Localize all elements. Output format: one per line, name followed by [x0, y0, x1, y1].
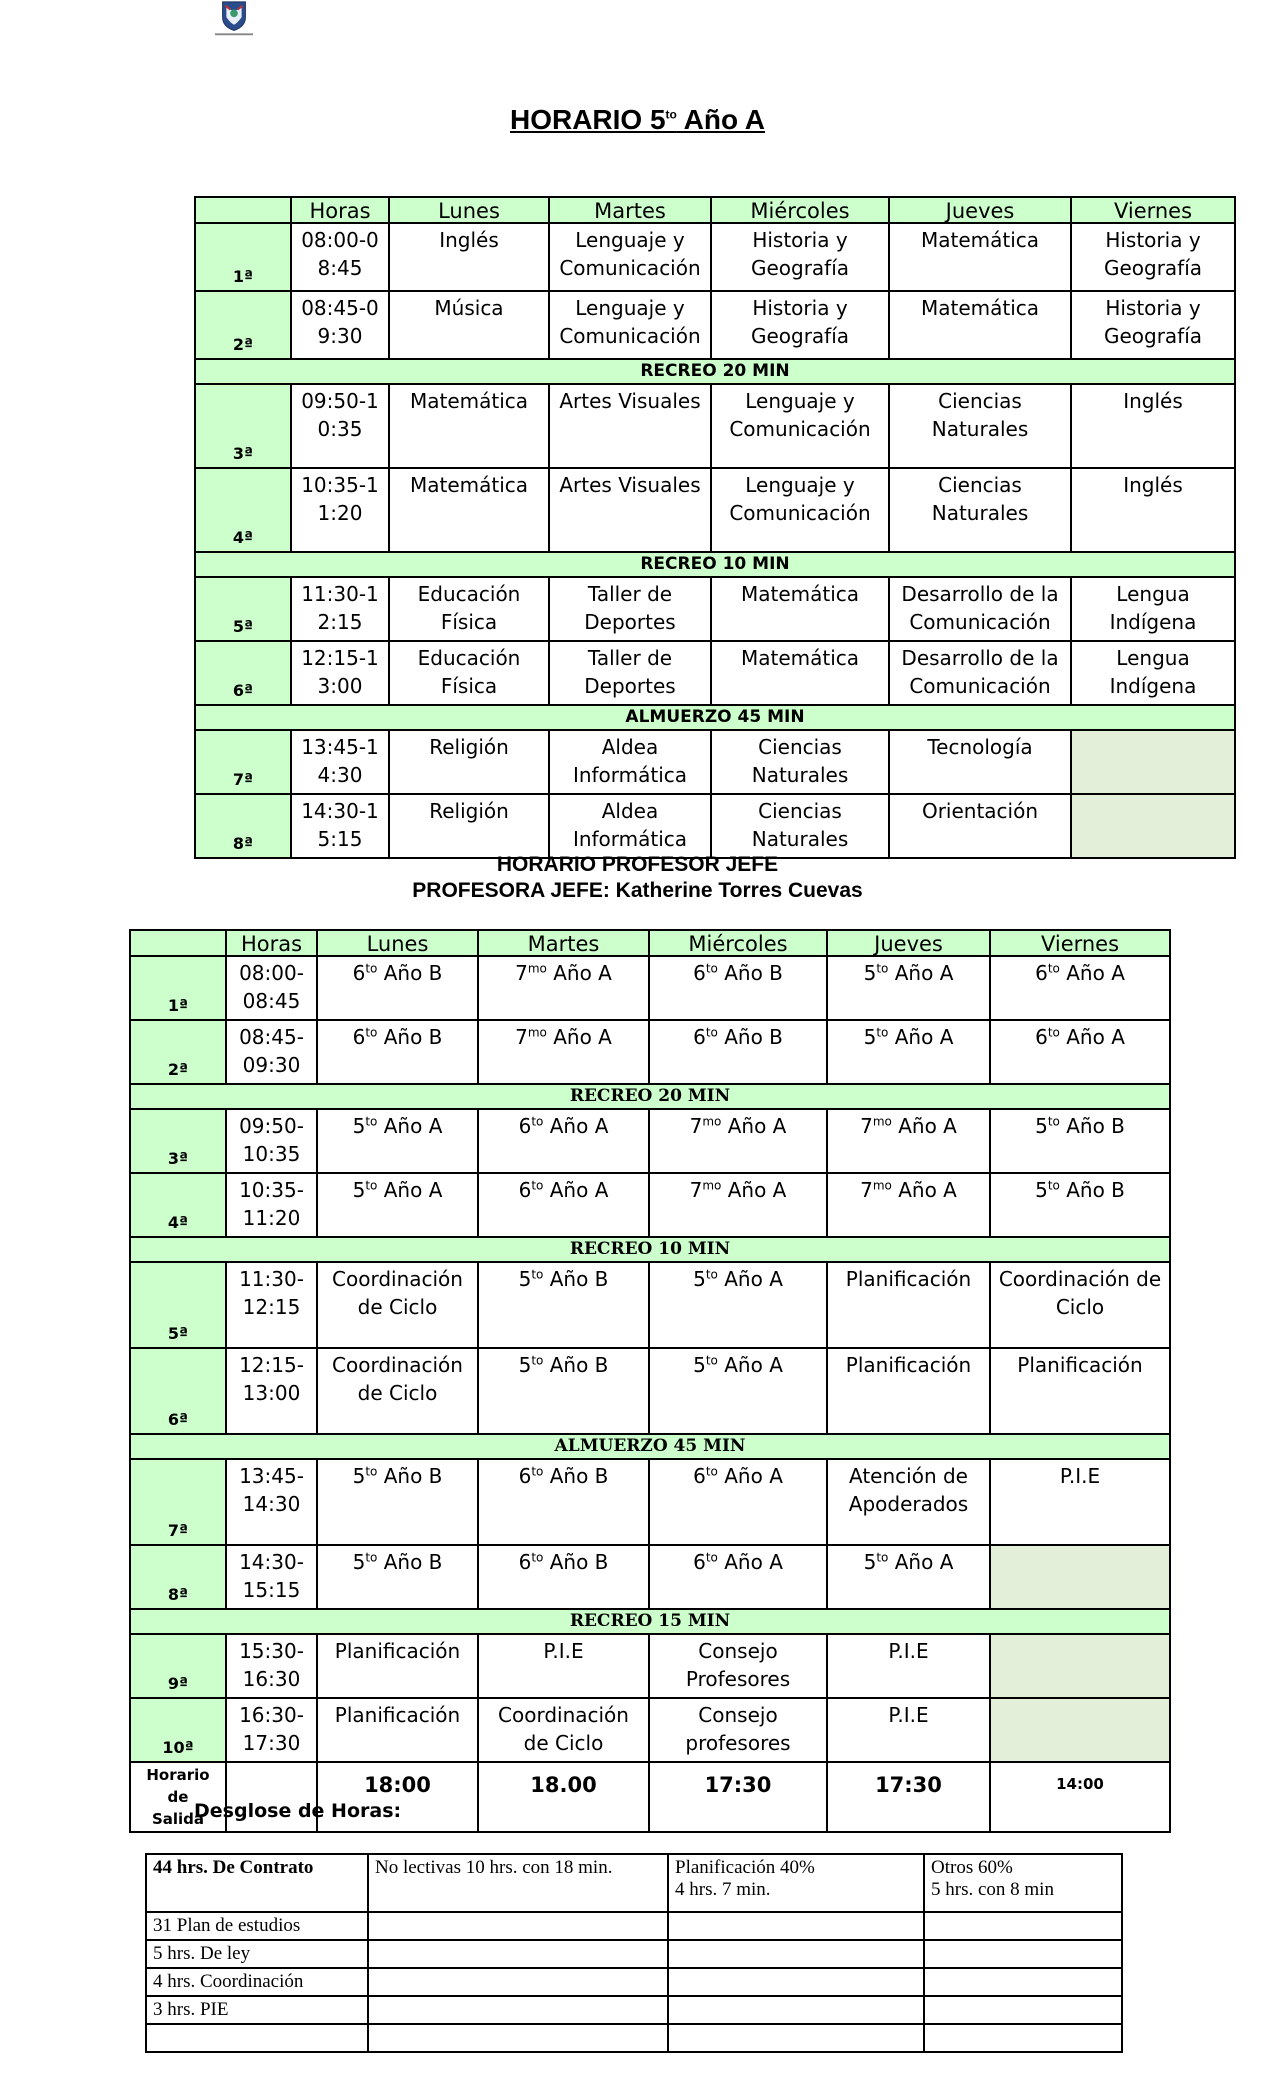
- cell-lunes: Planificación: [317, 1698, 478, 1762]
- cell-martes: P.I.E: [478, 1634, 649, 1698]
- cell-lunes: Matemática: [389, 384, 549, 468]
- cell-lunes: Música: [389, 291, 549, 359]
- header-jueves: Jueves: [889, 197, 1071, 223]
- table-row: [195, 730, 1235, 794]
- cell-miercoles: Ciencias Naturales: [711, 794, 889, 858]
- cell-viernes: $6^{to}$ Año A: [990, 1020, 1170, 1084]
- cell-miercoles: $6^{to}$ Año A: [649, 1459, 827, 1545]
- cell-jueves: Matemática: [889, 291, 1071, 359]
- cell-jueves: Planificación: [827, 1262, 990, 1348]
- cell-martes: Aldea Informática: [549, 730, 711, 794]
- cell-viernes: Lengua Indígena: [1071, 577, 1235, 641]
- period-time: 13:45-1 4:30: [291, 730, 389, 794]
- breakdown-cell: [668, 2024, 924, 2052]
- cell-jueves: Matemática: [889, 223, 1071, 291]
- cell-miercoles: $6^{to}$ Año A: [649, 1545, 827, 1609]
- period-time: 10:35-1 1:20: [291, 468, 389, 552]
- period-number: 8ª: [195, 794, 291, 858]
- breakdown-cell: [924, 1940, 1122, 1968]
- exit-time-miercoles: 17:30: [649, 1762, 827, 1832]
- period-number: 9ª: [130, 1634, 226, 1698]
- breakdown-cell: [368, 2024, 668, 2052]
- cell-miercoles: Lenguaje y Comunicación: [711, 468, 889, 552]
- cell-martes: $6^{to}$ Año A: [478, 1109, 649, 1173]
- period-number: 6ª: [130, 1348, 226, 1434]
- cell-viernes: Historia y Geografía: [1071, 291, 1235, 359]
- cell-martes: $6^{to}$ Año A: [478, 1173, 649, 1237]
- period-number: 10ª: [130, 1698, 226, 1762]
- table-row: [130, 1459, 1170, 1545]
- cell-viernes: $5^{to}$ Año B: [990, 1109, 1170, 1173]
- cell-jueves: P.I.E: [827, 1698, 990, 1762]
- break-label: ALMUERZO 45 MIN: [195, 705, 1235, 730]
- table-row: [130, 1173, 1170, 1237]
- break-label: RECREO 20 MIN: [195, 359, 1235, 384]
- cell-miercoles: Ciencias Naturales: [711, 730, 889, 794]
- table-row: [195, 641, 1235, 705]
- period-time: 11:30-1 2:15: [291, 577, 389, 641]
- cell-lunes: $5^{to}$ Año A: [317, 1109, 478, 1173]
- header-horas: Horas: [226, 930, 317, 956]
- breakdown-cell: [368, 1940, 668, 1968]
- cell-viernes: Planificación: [990, 1348, 1170, 1434]
- break-label: RECREO 10 MIN: [130, 1237, 1170, 1262]
- cell-martes: Artes Visuales: [549, 384, 711, 468]
- breakdown-cell: [668, 1996, 924, 2024]
- period-number: 7ª: [195, 730, 291, 794]
- cell-lunes: $6^{to}$ Año B: [317, 1020, 478, 1084]
- period-number: 1ª: [130, 956, 226, 1020]
- teacher-schedule-table: [129, 929, 1171, 1833]
- period-time: 12:15-1 3:00: [291, 641, 389, 705]
- cell-miercoles: $5^{to}$ Año A: [649, 1348, 827, 1434]
- period-number: 7ª: [130, 1459, 226, 1545]
- cell-lunes: $5^{to}$ Año B: [317, 1545, 478, 1609]
- cell-viernes: Inglés: [1071, 468, 1235, 552]
- table-row: [130, 1109, 1170, 1173]
- break-row: [130, 1237, 1170, 1262]
- cell-viernes: Inglés: [1071, 384, 1235, 468]
- period-time: 16:30- 17:30: [226, 1698, 317, 1762]
- period-time: 14:30- 15:15: [226, 1545, 317, 1609]
- cell-jueves: Ciencias Naturales: [889, 384, 1071, 468]
- cell-lunes: Matemática: [389, 468, 549, 552]
- cell-jueves: Tecnología: [889, 730, 1071, 794]
- cell-lunes: Educación Física: [389, 577, 549, 641]
- breakdown-cell: [368, 1996, 668, 2024]
- period-number: 4ª: [130, 1173, 226, 1237]
- exit-time-label: Horario de Salida: [130, 1762, 226, 1832]
- cell-miercoles: Historia y Geografía: [711, 291, 889, 359]
- period-number: 1ª: [195, 223, 291, 291]
- school-logo: [208, 0, 260, 42]
- break-label: RECREO 15 MIN: [130, 1609, 1170, 1634]
- period-time: 08:00- 08:45: [226, 956, 317, 1020]
- header-martes: Martes: [549, 197, 711, 223]
- table-row: [130, 1545, 1170, 1609]
- period-time: 13:45- 14:30: [226, 1459, 317, 1545]
- cell-martes: $5^{to}$ Año B: [478, 1262, 649, 1348]
- cell-miercoles: Matemática: [711, 641, 889, 705]
- cell-lunes: Educación Física: [389, 641, 549, 705]
- break-label: ALMUERZO 45 MIN: [130, 1434, 1170, 1459]
- breakdown-row: [146, 1854, 1122, 1912]
- cell-martes: $6^{to}$ Año B: [478, 1459, 649, 1545]
- period-time: 12:15- 13:00: [226, 1348, 317, 1434]
- header-viernes: Viernes: [1071, 197, 1235, 223]
- breakdown-row: [146, 2024, 1122, 2052]
- break-row: [195, 552, 1235, 577]
- breakdown-cell: [924, 2024, 1122, 2052]
- period-number: 3ª: [130, 1109, 226, 1173]
- table-row: [195, 794, 1235, 858]
- break-row: [130, 1084, 1170, 1109]
- period-time: 08:45- 09:30: [226, 1020, 317, 1084]
- cell-jueves: Ciencias Naturales: [889, 468, 1071, 552]
- cell-miercoles: $6^{to}$ Año B: [649, 1020, 827, 1084]
- breakdown-cell: [146, 2024, 368, 2052]
- cell-jueves: $7^{mo}$ Año A: [827, 1109, 990, 1173]
- period-time: 08:00-0 8:45: [291, 223, 389, 291]
- cell-lunes: $6^{to}$ Año B: [317, 956, 478, 1020]
- cell-jueves: Desarrollo de la Comunicación: [889, 577, 1071, 641]
- breakdown-cell: [924, 1996, 1122, 2024]
- cell-martes: Artes Visuales: [549, 468, 711, 552]
- breakdown-cell: [368, 1968, 668, 1996]
- hours-breakdown-title: Desglose de Horas:: [194, 1800, 402, 1822]
- breakdown-cell: No lectivas 10 hrs. con 18 min.: [368, 1854, 668, 1912]
- break-row: [130, 1609, 1170, 1634]
- breakdown-cell: 31 Plan de estudios: [146, 1912, 368, 1940]
- cell-martes: $6^{to}$ Año B: [478, 1545, 649, 1609]
- breakdown-cell: 3 hrs. PIE: [146, 1996, 368, 2024]
- period-number: 6ª: [195, 641, 291, 705]
- table-row: [195, 384, 1235, 468]
- breakdown-row: [146, 1996, 1122, 2024]
- breakdown-cell: Otros 60% 5 hrs. con 8 min: [924, 1854, 1122, 1912]
- period-time: 11:30- 12:15: [226, 1262, 317, 1348]
- cell-jueves: $7^{mo}$ Año A: [827, 1173, 990, 1237]
- exit-time-viernes: 14:00: [990, 1762, 1170, 1832]
- cell-martes: Coordinación de Ciclo: [478, 1698, 649, 1762]
- cell-miercoles: Consejo profesores: [649, 1698, 827, 1762]
- exit-time-jueves: 17:30: [827, 1762, 990, 1832]
- table-row: [130, 1348, 1170, 1434]
- header-blank: [195, 197, 291, 223]
- page-title: HORARIO $5^{to}$ Año A: [509, 104, 766, 135]
- period-number: 4ª: [195, 468, 291, 552]
- header-mircoles: Miércoles: [649, 930, 827, 956]
- cell-martes: Aldea Informática: [549, 794, 711, 858]
- table-header-row: [195, 197, 1235, 223]
- header-jueves: Jueves: [827, 930, 990, 956]
- breakdown-cell: [924, 1968, 1122, 1996]
- cell-jueves: Desarrollo de la Comunicación: [889, 641, 1071, 705]
- table-header-row: [130, 930, 1170, 956]
- cell-jueves: Planificación: [827, 1348, 990, 1434]
- cell-viernes: P.I.E: [990, 1459, 1170, 1545]
- break-label: RECREO 20 MIN: [130, 1084, 1170, 1109]
- breakdown-cell: 5 hrs. De ley: [146, 1940, 368, 1968]
- hours-breakdown-table: [145, 1853, 1123, 2053]
- cell-viernes: $5^{to}$ Año B: [990, 1173, 1170, 1237]
- section-title: HORARIO PROFESOR JEFE PROFESORA JEFE: Katherine Torres Cuevas: [412, 853, 863, 902]
- cell-martes: Lenguaje y Comunicación: [549, 223, 711, 291]
- cell-jueves: $5^{to}$ Año A: [827, 1545, 990, 1609]
- cell-miercoles: Matemática: [711, 577, 889, 641]
- breakdown-cell: [668, 1968, 924, 1996]
- cell-viernes: $6^{to}$ Año A: [990, 956, 1170, 1020]
- cell-martes: Taller de Deportes: [549, 577, 711, 641]
- cell-viernes: Coordinación de Ciclo: [990, 1262, 1170, 1348]
- period-time: 14:30-1 5:15: [291, 794, 389, 858]
- breakdown-cell: [368, 1912, 668, 1940]
- break-row: [195, 705, 1235, 730]
- header-lunes: Lunes: [389, 197, 549, 223]
- class-schedule-table: [194, 196, 1236, 859]
- breakdown-row: [146, 1940, 1122, 1968]
- table-row: [195, 291, 1235, 359]
- period-number: 3ª: [195, 384, 291, 468]
- cell-jueves: $5^{to}$ Año A: [827, 956, 990, 1020]
- period-time: 09:50- 10:35: [226, 1109, 317, 1173]
- cell-miercoles: Consejo Profesores: [649, 1634, 827, 1698]
- breakdown-cell: 4 hrs. Coordinación: [146, 1968, 368, 1996]
- cell-viernes: [990, 1698, 1170, 1762]
- cell-miercoles: Historia y Geografía: [711, 223, 889, 291]
- cell-martes: Lenguaje y Comunicación: [549, 291, 711, 359]
- cell-miercoles: $6^{to}$ Año B: [649, 956, 827, 1020]
- header-martes: Martes: [478, 930, 649, 956]
- header-blank: [130, 930, 226, 956]
- period-number: 5ª: [195, 577, 291, 641]
- breakdown-cell: [668, 1940, 924, 1968]
- period-number: 8ª: [130, 1545, 226, 1609]
- period-time: 10:35- 11:20: [226, 1173, 317, 1237]
- cell-martes: $5^{to}$ Año B: [478, 1348, 649, 1434]
- breakdown-cell: [924, 1912, 1122, 1940]
- exit-time-lunes: 18:00: [317, 1762, 478, 1832]
- cell-viernes: Lengua Indígena: [1071, 641, 1235, 705]
- break-label: RECREO 10 MIN: [195, 552, 1235, 577]
- table-row: [130, 1634, 1170, 1698]
- break-row: [130, 1434, 1170, 1459]
- header-viernes: Viernes: [990, 930, 1170, 956]
- cell-martes: $7^{mo}$ Año A: [478, 956, 649, 1020]
- cell-martes: Taller de Deportes: [549, 641, 711, 705]
- breakdown-cell: Planificación 40% 4 hrs. 7 min.: [668, 1854, 924, 1912]
- table-row: [130, 956, 1170, 1020]
- cell-miercoles: Lenguaje y Comunicación: [711, 384, 889, 468]
- cell-martes: $7^{mo}$ Año A: [478, 1020, 649, 1084]
- period-time: 15:30- 16:30: [226, 1634, 317, 1698]
- cell-jueves: $5^{to}$ Año A: [827, 1020, 990, 1084]
- cell-viernes: [1071, 730, 1235, 794]
- break-row: [195, 359, 1235, 384]
- cell-lunes: Coordinación de Ciclo: [317, 1262, 478, 1348]
- cell-lunes: Religión: [389, 730, 549, 794]
- breakdown-cell: [668, 1912, 924, 1940]
- cell-viernes: [990, 1545, 1170, 1609]
- cell-miercoles: $5^{to}$ Año A: [649, 1262, 827, 1348]
- table-row: [130, 1020, 1170, 1084]
- cell-jueves: Atención de Apoderados: [827, 1459, 990, 1545]
- cell-viernes: Historia y Geografía: [1071, 223, 1235, 291]
- breakdown-cell: 44 hrs. De Contrato: [146, 1854, 368, 1912]
- table-row: [130, 1698, 1170, 1762]
- table-row: [195, 468, 1235, 552]
- cell-lunes: Religión: [389, 794, 549, 858]
- period-time: 09:50-1 0:35: [291, 384, 389, 468]
- table-row: [195, 577, 1235, 641]
- cell-jueves: P.I.E: [827, 1634, 990, 1698]
- table-row: [195, 223, 1235, 291]
- cell-lunes: Coordinación de Ciclo: [317, 1348, 478, 1434]
- period-time: 08:45-0 9:30: [291, 291, 389, 359]
- period-number: 5ª: [130, 1262, 226, 1348]
- cell-viernes: [990, 1634, 1170, 1698]
- breakdown-row: [146, 1912, 1122, 1940]
- header-mircoles: Miércoles: [711, 197, 889, 223]
- period-number: 2ª: [130, 1020, 226, 1084]
- period-number: 2ª: [195, 291, 291, 359]
- header-horas: Horas: [291, 197, 389, 223]
- cell-miercoles: $7^{mo}$ Año A: [649, 1109, 827, 1173]
- cell-jueves: Orientación: [889, 794, 1071, 858]
- table-row: [130, 1262, 1170, 1348]
- breakdown-row: [146, 1968, 1122, 1996]
- cell-lunes: Inglés: [389, 223, 549, 291]
- cell-lunes: $5^{to}$ Año A: [317, 1173, 478, 1237]
- header-lunes: Lunes: [317, 930, 478, 956]
- exit-time-martes: 18.00: [478, 1762, 649, 1832]
- cell-viernes: [1071, 794, 1235, 858]
- cell-lunes: $5^{to}$ Año B: [317, 1459, 478, 1545]
- cell-lunes: Planificación: [317, 1634, 478, 1698]
- cell-miercoles: $7^{mo}$ Año A: [649, 1173, 827, 1237]
